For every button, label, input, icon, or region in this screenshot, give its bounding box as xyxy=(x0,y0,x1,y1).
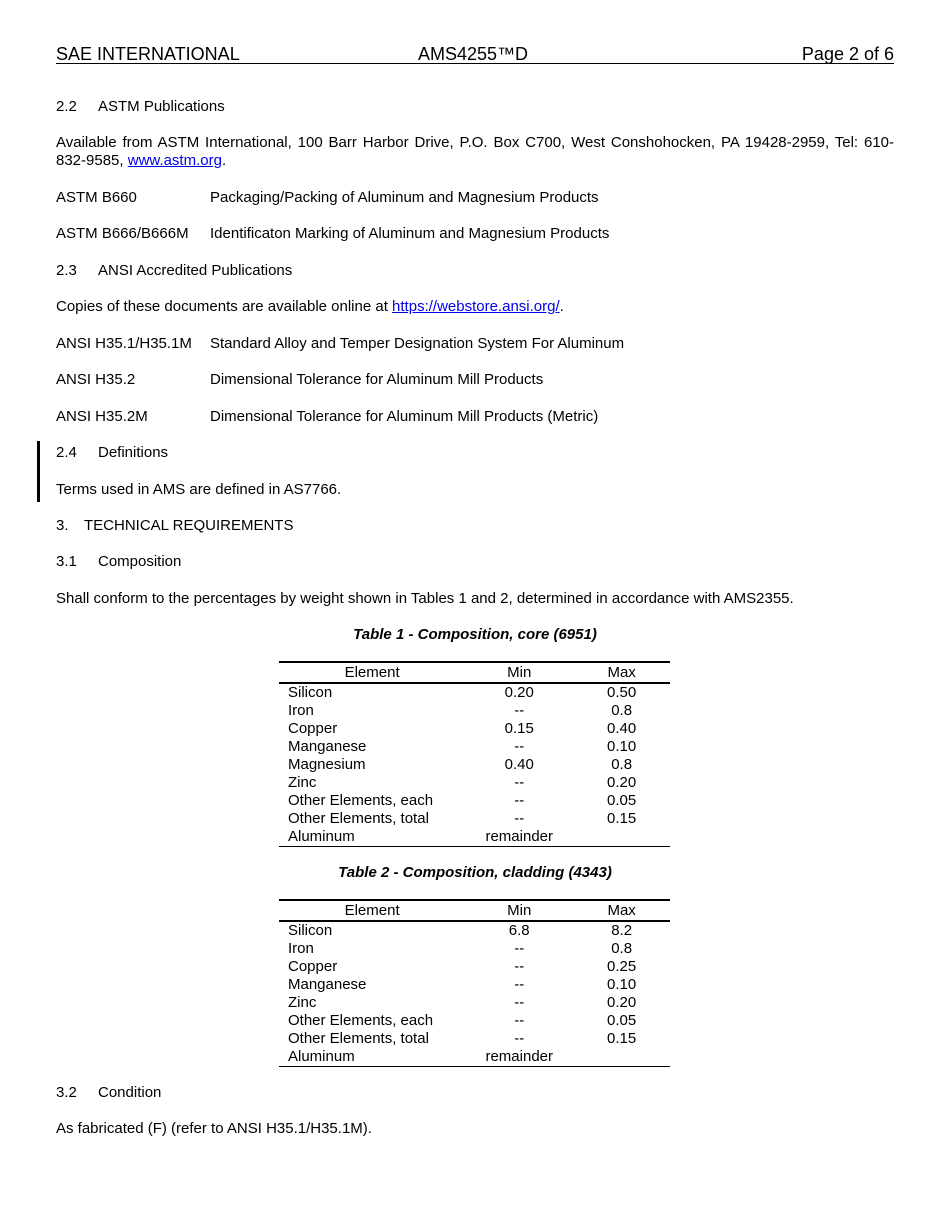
cell-max: 0.40 xyxy=(607,720,637,737)
cell-max: 0.15 xyxy=(607,810,637,827)
cell-max: 0.05 xyxy=(607,1012,637,1029)
table-row xyxy=(279,702,670,720)
astm-availability-paragraph xyxy=(56,134,894,170)
definitions-text: Terms used in AMS are defined in AS7766. xyxy=(56,481,342,498)
ref-description: Dimensional Tolerance for Aluminum Mill Products (Metric) xyxy=(210,408,599,425)
cell-min: -- xyxy=(514,976,525,993)
condition-text: As fabricated (F) (refer to ANSI H35.1/H35.1M). xyxy=(56,1120,372,1137)
table-row xyxy=(279,756,670,774)
ref-code: ANSI H35.2M xyxy=(56,408,148,425)
cell-min: -- xyxy=(514,774,525,791)
section-3-1-heading xyxy=(56,553,181,570)
section-number: 2.3 xyxy=(56,262,77,279)
table-row xyxy=(279,1048,670,1067)
section-3-heading xyxy=(56,517,293,534)
cell-element: Other Elements, total xyxy=(288,1030,429,1047)
section-2-3-heading xyxy=(56,262,292,279)
section-title: ANSI Accredited Publications xyxy=(98,262,293,279)
astm-availability-text: Available from ASTM International, 100 Barr Harbor Drive, P.O. Box C700, West Conshohocken, PA 19428-2959, Tel: 610-832-9585, xyxy=(56,134,894,169)
cell-min: -- xyxy=(514,702,525,719)
table-row xyxy=(279,958,670,976)
cell-element: Aluminum xyxy=(279,1048,465,1067)
cell-min: -- xyxy=(514,994,525,1011)
cell-min: 0.20 xyxy=(504,684,534,701)
cell-max: 0.10 xyxy=(607,738,637,755)
section-number: 3. xyxy=(56,517,69,534)
section-title: Definitions xyxy=(98,444,169,461)
cell-element: Silicon xyxy=(288,684,333,701)
cell-max xyxy=(573,828,670,847)
ref-description: Standard Alloy and Temper Designation System For Aluminum xyxy=(210,335,625,352)
ansi-availability-text: Copies of these documents are available online at xyxy=(56,298,393,315)
cell-min: -- xyxy=(514,1030,525,1047)
revision-change-bar xyxy=(37,441,40,502)
header-org: SAE INTERNATIONAL xyxy=(56,44,240,64)
section-2-4-heading xyxy=(56,444,168,461)
section-title: TECHNICAL REQUIREMENTS xyxy=(84,517,294,534)
section-number: 2.4 xyxy=(56,444,77,461)
table-row xyxy=(279,738,670,756)
table-header-row xyxy=(279,900,670,921)
section-number: 2.2 xyxy=(56,98,77,115)
table-header-row xyxy=(279,662,670,683)
cell-element: Copper xyxy=(288,958,338,975)
cell-min: remainder xyxy=(465,828,573,847)
section-title: Condition xyxy=(98,1084,162,1101)
table-1-caption: Table 1 - Composition, core (6951) xyxy=(353,626,597,643)
section-title: ASTM Publications xyxy=(98,98,225,115)
cell-min: -- xyxy=(514,940,525,957)
ref-code: ASTM B660 xyxy=(56,189,137,206)
cell-element: Zinc xyxy=(288,774,317,791)
header-doc-id: AMS4255™D xyxy=(418,44,529,64)
ansi-availability-paragraph xyxy=(56,298,564,315)
cell-max: 8.2 xyxy=(611,922,633,939)
column-header-min: Min xyxy=(465,900,573,921)
cell-element: Magnesium xyxy=(288,756,366,773)
cell-element: Other Elements, each xyxy=(288,792,434,809)
table-row xyxy=(279,720,670,738)
cell-max: 0.25 xyxy=(607,958,637,975)
cell-element: Silicon xyxy=(288,922,333,939)
cell-max: 0.8 xyxy=(611,702,633,719)
table-row xyxy=(279,1012,670,1030)
cell-element: Copper xyxy=(288,720,338,737)
table-row xyxy=(279,1030,670,1048)
table-row xyxy=(279,994,670,1012)
section-number: 3.2 xyxy=(56,1084,77,1101)
cell-max: 0.10 xyxy=(607,976,637,993)
cell-element: Iron xyxy=(288,940,314,957)
cell-max: 0.50 xyxy=(607,684,637,701)
table-row xyxy=(279,792,670,810)
cell-max xyxy=(573,1048,670,1067)
table-2-composition-cladding xyxy=(279,899,670,1067)
cell-element: Zinc xyxy=(288,994,317,1011)
cell-element: Other Elements, each xyxy=(288,1012,434,1029)
column-header-max: Max xyxy=(573,662,670,683)
cell-element: Manganese xyxy=(288,976,367,993)
cell-min: -- xyxy=(514,810,525,827)
cell-max: 0.05 xyxy=(607,792,637,809)
cell-min: -- xyxy=(514,792,525,809)
ref-description: Packaging/Packing of Aluminum and Magnesium Products xyxy=(210,189,599,206)
section-title: Composition xyxy=(98,553,182,570)
table-row xyxy=(279,921,670,940)
cell-max: 0.20 xyxy=(607,994,637,1011)
table-1-composition-core xyxy=(279,661,670,847)
ansi-availability-tail: . xyxy=(559,298,564,315)
column-header-min: Min xyxy=(465,662,573,683)
table-row xyxy=(279,828,670,847)
column-header-element: Element xyxy=(279,662,465,683)
cell-element: Other Elements, total xyxy=(288,810,429,827)
cell-min: -- xyxy=(514,738,525,755)
composition-text: Shall conform to the percentages by weight shown in Tables 1 and 2, determined in accordance with AMS2355. xyxy=(56,590,794,607)
ref-code: ANSI H35.1/H35.1M xyxy=(56,335,192,352)
cell-min: 6.8 xyxy=(508,922,530,939)
ref-description: Identificaton Marking of Aluminum and Magnesium Products xyxy=(210,225,610,242)
astm-link[interactable]: www.astm.org xyxy=(127,152,222,169)
cell-max: 0.8 xyxy=(611,756,633,773)
ref-description: Dimensional Tolerance for Aluminum Mill Products xyxy=(210,371,544,388)
cell-max: 0.15 xyxy=(607,1030,637,1047)
cell-min: -- xyxy=(514,1012,525,1029)
table-row xyxy=(279,976,670,994)
cell-min: 0.40 xyxy=(504,756,534,773)
section-number: 3.1 xyxy=(56,553,77,570)
ref-code: ASTM B666/B666M xyxy=(56,225,189,242)
table-row xyxy=(279,810,670,828)
table-row xyxy=(279,940,670,958)
astm-availability-tail: . xyxy=(221,152,227,169)
header-page-number: Page 2 of 6 xyxy=(801,44,894,64)
cell-max: 0.20 xyxy=(607,774,637,791)
section-2-2-heading xyxy=(56,98,225,115)
header-rule xyxy=(56,63,894,64)
ansi-link[interactable]: https://webstore.ansi.org/ xyxy=(392,298,560,315)
cell-max: 0.8 xyxy=(611,940,633,957)
ref-code: ANSI H35.2 xyxy=(56,371,136,388)
table-2-caption: Table 2 - Composition, cladding (4343) xyxy=(338,864,612,881)
section-3-2-heading xyxy=(56,1084,161,1101)
column-header-element: Element xyxy=(279,900,465,921)
cell-min: -- xyxy=(514,958,525,975)
cell-element: Iron xyxy=(288,702,314,719)
column-header-max: Max xyxy=(573,900,670,921)
cell-element: Aluminum xyxy=(279,828,465,847)
table-row xyxy=(279,683,670,702)
cell-element: Manganese xyxy=(288,738,367,755)
table-row xyxy=(279,774,670,792)
cell-min: remainder xyxy=(465,1048,573,1067)
cell-min: 0.15 xyxy=(504,720,534,737)
